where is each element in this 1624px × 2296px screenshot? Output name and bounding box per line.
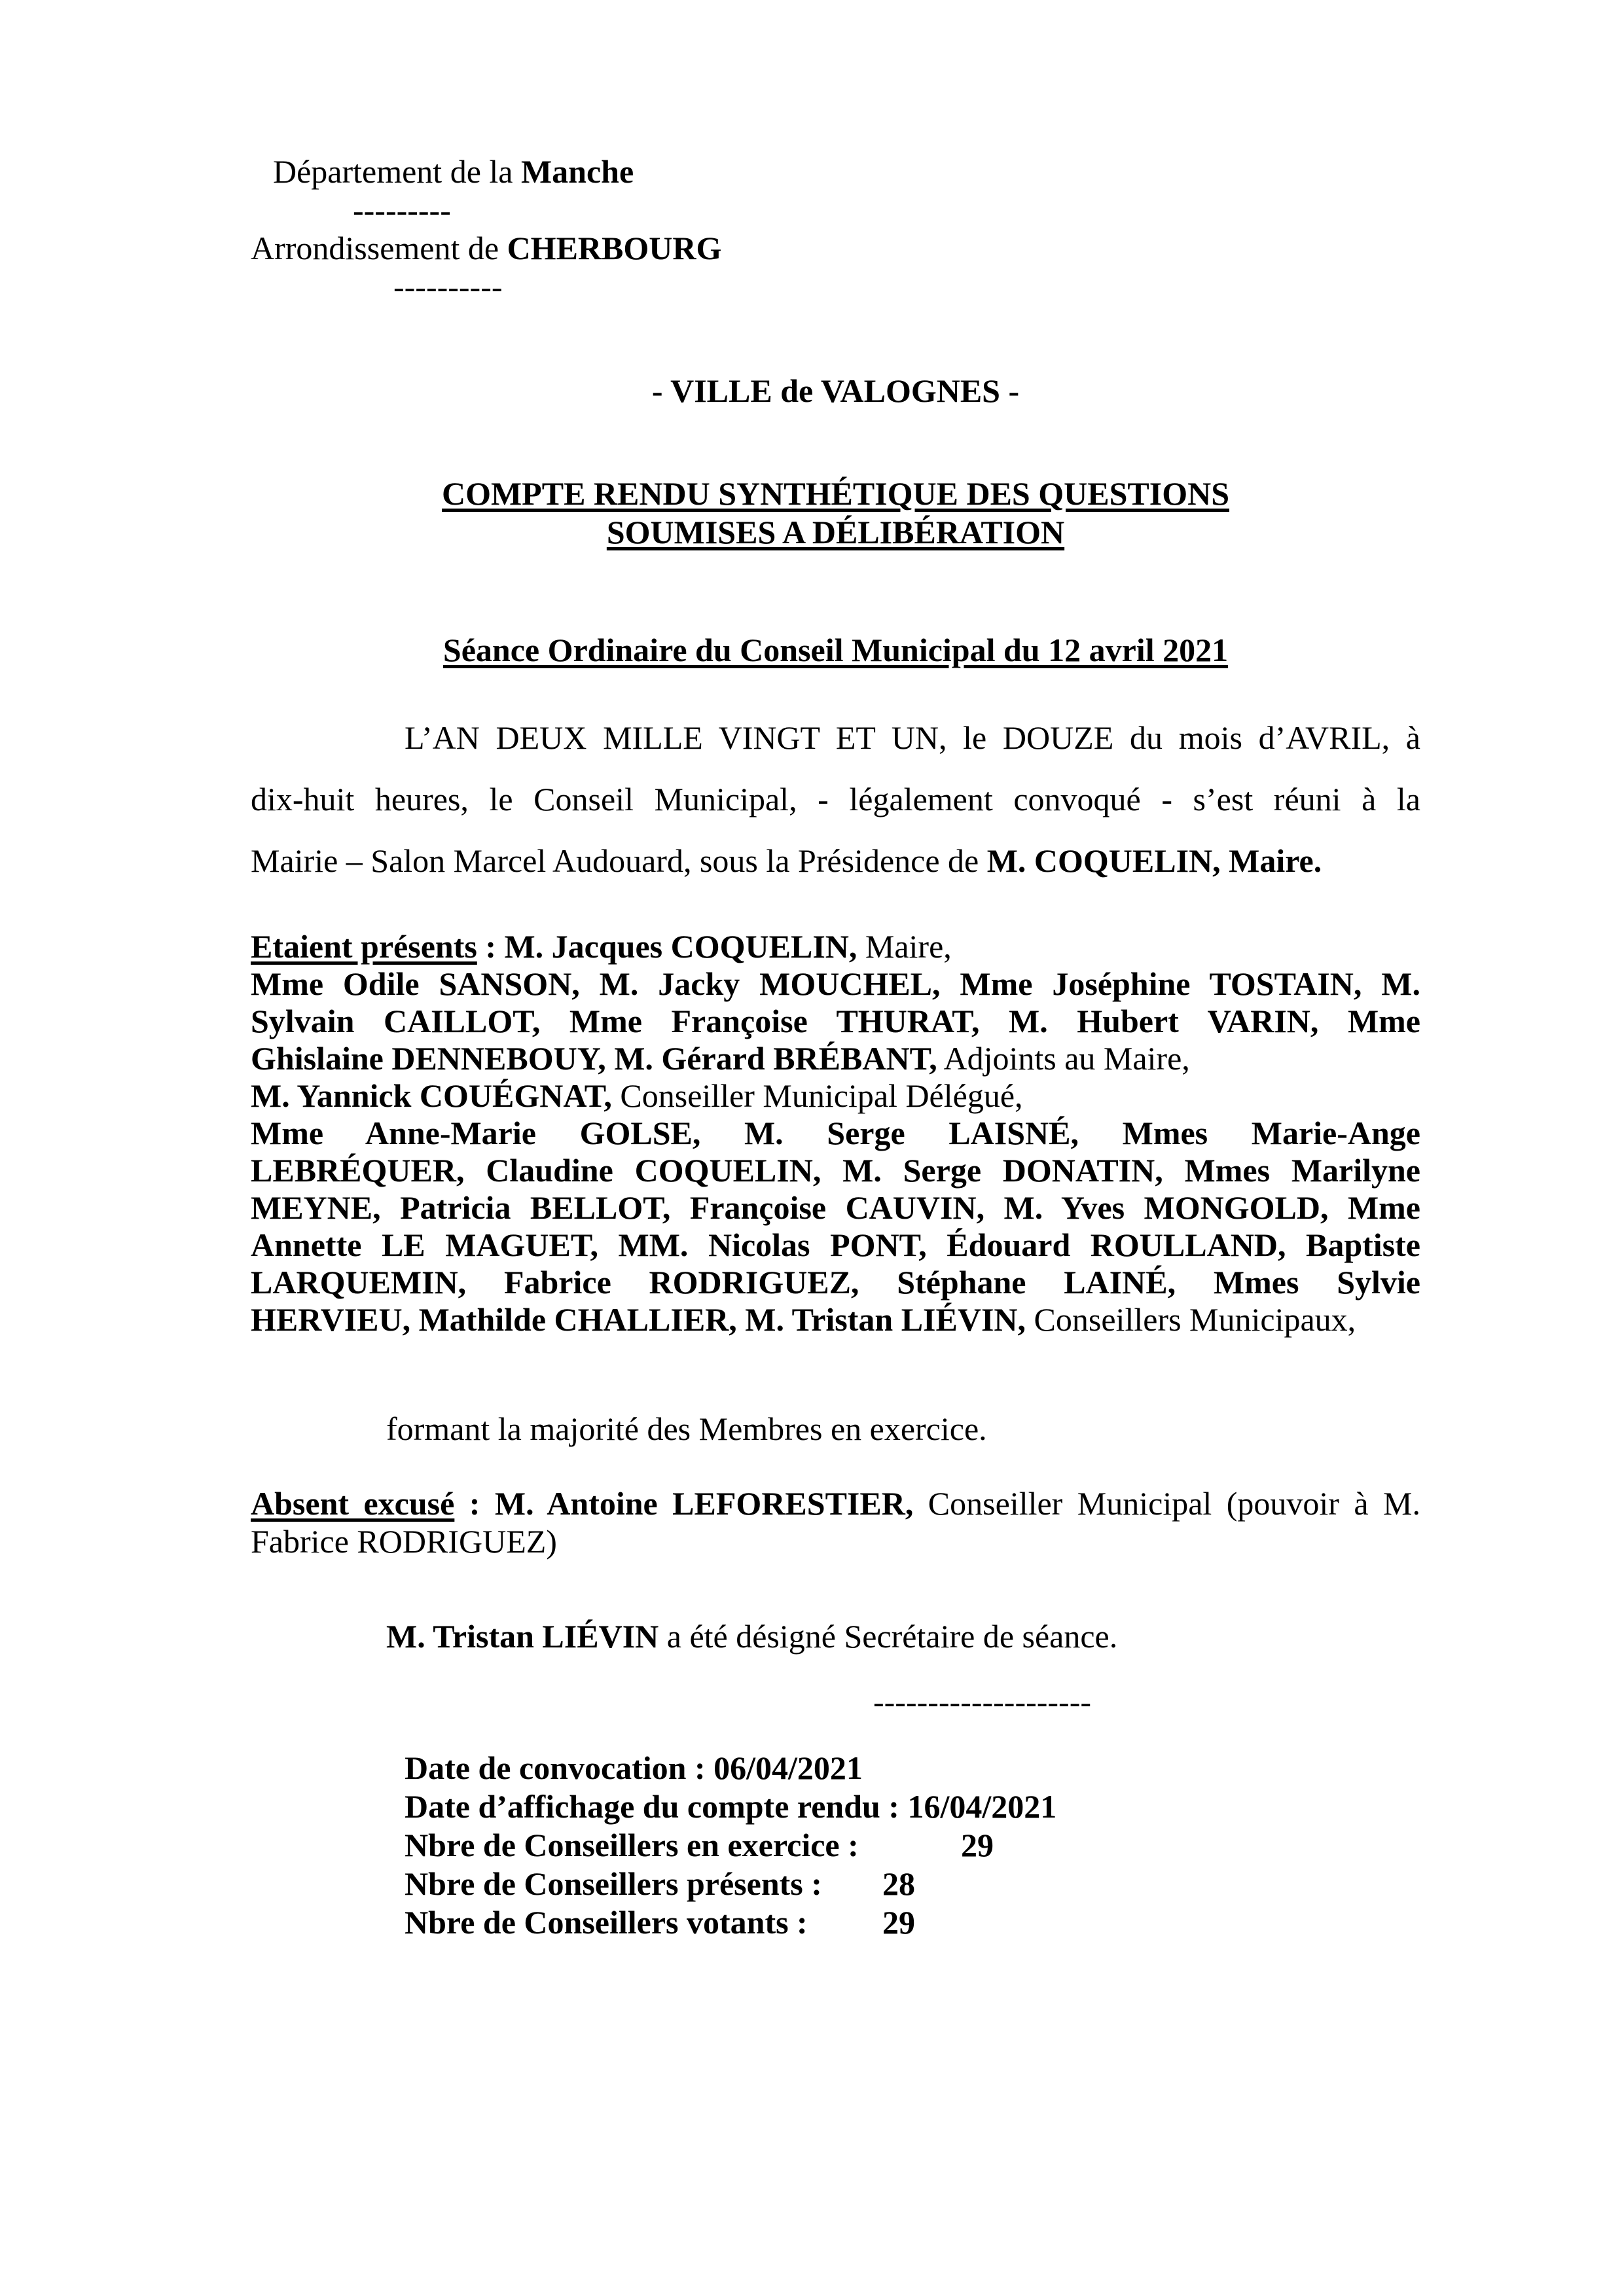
conseillers-line-6-names: HERVIEU, Mathilde CHALLIER, M. Tristan LIÉVIN,	[251, 1301, 1026, 1338]
majorite-line: formant la majorité des Membres en exercice.	[386, 1410, 987, 1447]
header-separator-2: ----------	[393, 268, 503, 305]
stat-presents-label: Nbre de Conseillers présents :	[405, 1865, 822, 1902]
stat-presents	[405, 1864, 915, 1903]
conseillers-line-2: LEBRÉQUER, Claudine COQUELIN, M. Serge DONATIN, Mmes Marilyne	[251, 1152, 1420, 1189]
conseillers-role: Conseillers Municipaux,	[1026, 1301, 1356, 1338]
absent-name: M. Antoine LEFORESTIER,	[494, 1485, 914, 1522]
conseillers-line-5: LARQUEMIN, Fabrice RODRIGUEZ, Stéphane LAINÉ, Mmes Sylvie	[251, 1264, 1420, 1300]
seance-title: Séance Ordinaire du Conseil Municipal du 12 avril 2021	[442, 632, 1229, 668]
header-separator-1: ---------	[353, 192, 451, 228]
stat-votants-value: 29	[882, 1904, 915, 1941]
intro-line-1: L’AN DEUX MILLE VINGT ET UN, le DOUZE du mois d’AVRIL, à	[405, 719, 1420, 756]
intro-paragraph	[251, 707, 1420, 891]
departement-line	[273, 152, 634, 191]
ville-title: - VILLE de VALOGNES -	[651, 372, 1020, 409]
absent-role-1: Conseiller Municipal (pouvoir à M.	[913, 1485, 1420, 1522]
presents-colon: :	[477, 928, 505, 965]
arrondissement-line	[251, 228, 721, 268]
secretaire-line	[386, 1617, 1117, 1656]
arrondissement-name: CHERBOURG	[507, 230, 722, 266]
date-affichage: Date d’affichage du compte rendu : 16/04/2021	[405, 1788, 1057, 1825]
intro-line-3	[251, 830, 1420, 891]
date-convocation: Date de convocation : 06/04/2021	[405, 1749, 863, 1786]
arrondissement-prefix: Arrondissement de	[251, 230, 507, 266]
delegue-role: Conseiller Municipal Délégué,	[611, 1077, 1023, 1114]
stat-exercice-value: 29	[961, 1827, 994, 1863]
maire-name: M. Jacques COQUELIN,	[504, 928, 857, 965]
presents-label: Etaient présents	[251, 928, 477, 965]
stat-exercice	[405, 1825, 994, 1865]
conseillers-line-1: Mme Anne-Marie GOLSE, M. Serge LAISNÉ, Mmes Marie-Ange	[251, 1115, 1420, 1151]
delegue-name: M. Yannick COUÉGNAT,	[251, 1077, 612, 1114]
secretaire-name: M. Tristan LIÉVIN	[386, 1618, 659, 1655]
intro-line-3-text: Mairie – Salon Marcel Audouard, sous la Présidence de	[251, 842, 987, 879]
intro-president: M. COQUELIN, Maire.	[986, 842, 1322, 879]
absent-label: Absent excusé	[251, 1485, 455, 1522]
conseillers-line-6	[251, 1301, 1420, 1338]
adjoints-line-3	[251, 1040, 1420, 1077]
presents-line-maire	[251, 928, 1420, 965]
stat-votants-label: Nbre de Conseillers votants :	[405, 1904, 808, 1941]
absent-colon: :	[454, 1485, 495, 1522]
presents-block	[251, 928, 1420, 1338]
stat-exercice-label: Nbre de Conseillers en exercice :	[405, 1827, 859, 1863]
stat-presents-value: 28	[882, 1865, 915, 1902]
conseillers-line-4: Annette LE MAGUET, MM. Nicolas PONT, Édouard ROULLAND, Baptiste	[251, 1227, 1420, 1263]
compte-rendu-title-line1: COMPTE RENDU SYNTHÉTIQUE DES QUESTIONS	[441, 475, 1230, 512]
absent-block	[251, 1484, 1420, 1560]
section-separator: --------------------	[873, 1683, 1092, 1720]
absent-role-2: Fabrice RODRIGUEZ)	[251, 1523, 557, 1560]
adjoints-line-1: Mme Odile SANSON, M. Jacky MOUCHEL, Mme Joséphine TOSTAIN, M.	[251, 965, 1420, 1002]
departement-name: Manche	[520, 153, 634, 190]
adjoints-role: Adjoints au Maire,	[937, 1040, 1190, 1077]
adjoints-line-3-names: Ghislaine DENNEBOUY, M. Gérard BRÉBANT,	[251, 1040, 937, 1077]
conseillers-line-3: MEYNE, Patricia BELLOT, Françoise CAUVIN, M. Yves MONGOLD, Mme	[251, 1189, 1420, 1226]
stat-votants	[405, 1903, 915, 1942]
adjoints-line-2: Sylvain CAILLOT, Mme Françoise THURAT, M. Hubert VARIN, Mme	[251, 1003, 1420, 1039]
secretaire-text: a été désigné Secrétaire de séance.	[659, 1618, 1118, 1655]
maire-role: Maire,	[857, 928, 952, 965]
absent-line-1	[251, 1484, 1420, 1522]
intro-line-2: dix-huit heures, le Conseil Municipal, - légalement convoqué - s’est réuni à la	[251, 781, 1420, 817]
delegue-line	[251, 1077, 1420, 1115]
departement-prefix: Département de la	[273, 153, 521, 190]
compte-rendu-title-line2: SOUMISES A DÉLIBÉRATION	[606, 514, 1065, 550]
